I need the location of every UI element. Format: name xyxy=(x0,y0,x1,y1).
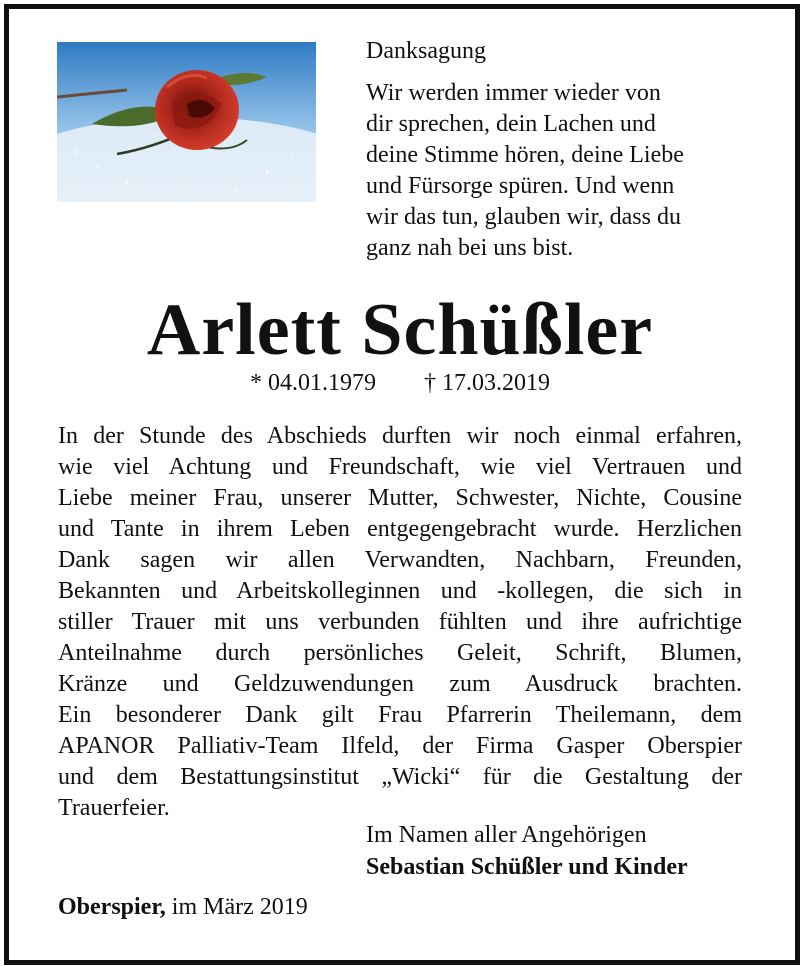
body-line: Bekannten und Arbeitskolleginnen und -kollegen, die sich in xyxy=(58,578,742,604)
body-line: und dem Bestattungsinstitut „Wicki“ für die Gestaltung der xyxy=(58,764,742,790)
death-date: † 17.03.2019 xyxy=(424,370,550,396)
signature-names: Sebastian Schüßler und Kinder xyxy=(366,854,688,880)
quote-line: deine Stimme hören, deine Liebe xyxy=(366,142,684,168)
quote-line: und Fürsorge spüren. Und wenn xyxy=(366,173,675,199)
body-line: Dank sagen wir allen Verwandten, Nachbarn, Freunden, xyxy=(58,547,742,573)
body-line: und Tante in ihrem Leben entgegengebracht wurde. Herzlichen xyxy=(58,516,742,542)
body-line: wie viel Achtung und Freundschaft, wie viel Vertrauen und xyxy=(58,454,742,480)
rose-photo xyxy=(57,42,316,202)
thanks-body xyxy=(58,421,742,824)
body-line: Ein besonderer Dank gilt Frau Pfarrerin Theilemann, dem xyxy=(58,702,742,728)
rose-icon xyxy=(57,42,316,202)
place-date xyxy=(58,892,308,922)
deceased-name: Arlett Schüßler xyxy=(146,289,654,371)
body-line: Anteilnahme durch persönliches Geleit, Schrift, Blumen, xyxy=(58,640,742,666)
body-line: Trauerfeier. xyxy=(58,795,170,821)
quote-line: ganz nah bei uns bist. xyxy=(366,235,574,261)
date: im März 2019 xyxy=(171,894,308,920)
body-line: stiller Trauer mit uns verbunden fühlten und ihre aufrichtige xyxy=(58,609,742,635)
body-line: In der Stunde des Abschieds durften wir noch einmal erfahren, xyxy=(58,423,742,449)
quote-line: dir sprechen, dein Lachen und xyxy=(366,111,656,137)
body-line: APANOR Palliativ-Team Ilfeld, der Firma Gasper Oberspier xyxy=(58,733,742,759)
birth-date: * 04.01.1979 xyxy=(250,370,376,396)
quote-line: wir das tun, glauben wir, dass du xyxy=(366,204,681,230)
place: Oberspier, xyxy=(58,894,166,920)
quote-block xyxy=(366,78,746,264)
life-dates xyxy=(0,368,800,398)
body-line: Kränze und Geldzuwendungen zum Ausdruck brachten. xyxy=(58,671,742,697)
quote-line: Wir werden immer wieder von xyxy=(366,80,661,106)
thanks-heading: Danksagung xyxy=(366,38,486,64)
body-line: Liebe meiner Frau, unserer Mutter, Schwester, Nichte, Cousine xyxy=(58,485,742,511)
signature-intro: Im Namen aller Angehörigen xyxy=(366,822,647,848)
